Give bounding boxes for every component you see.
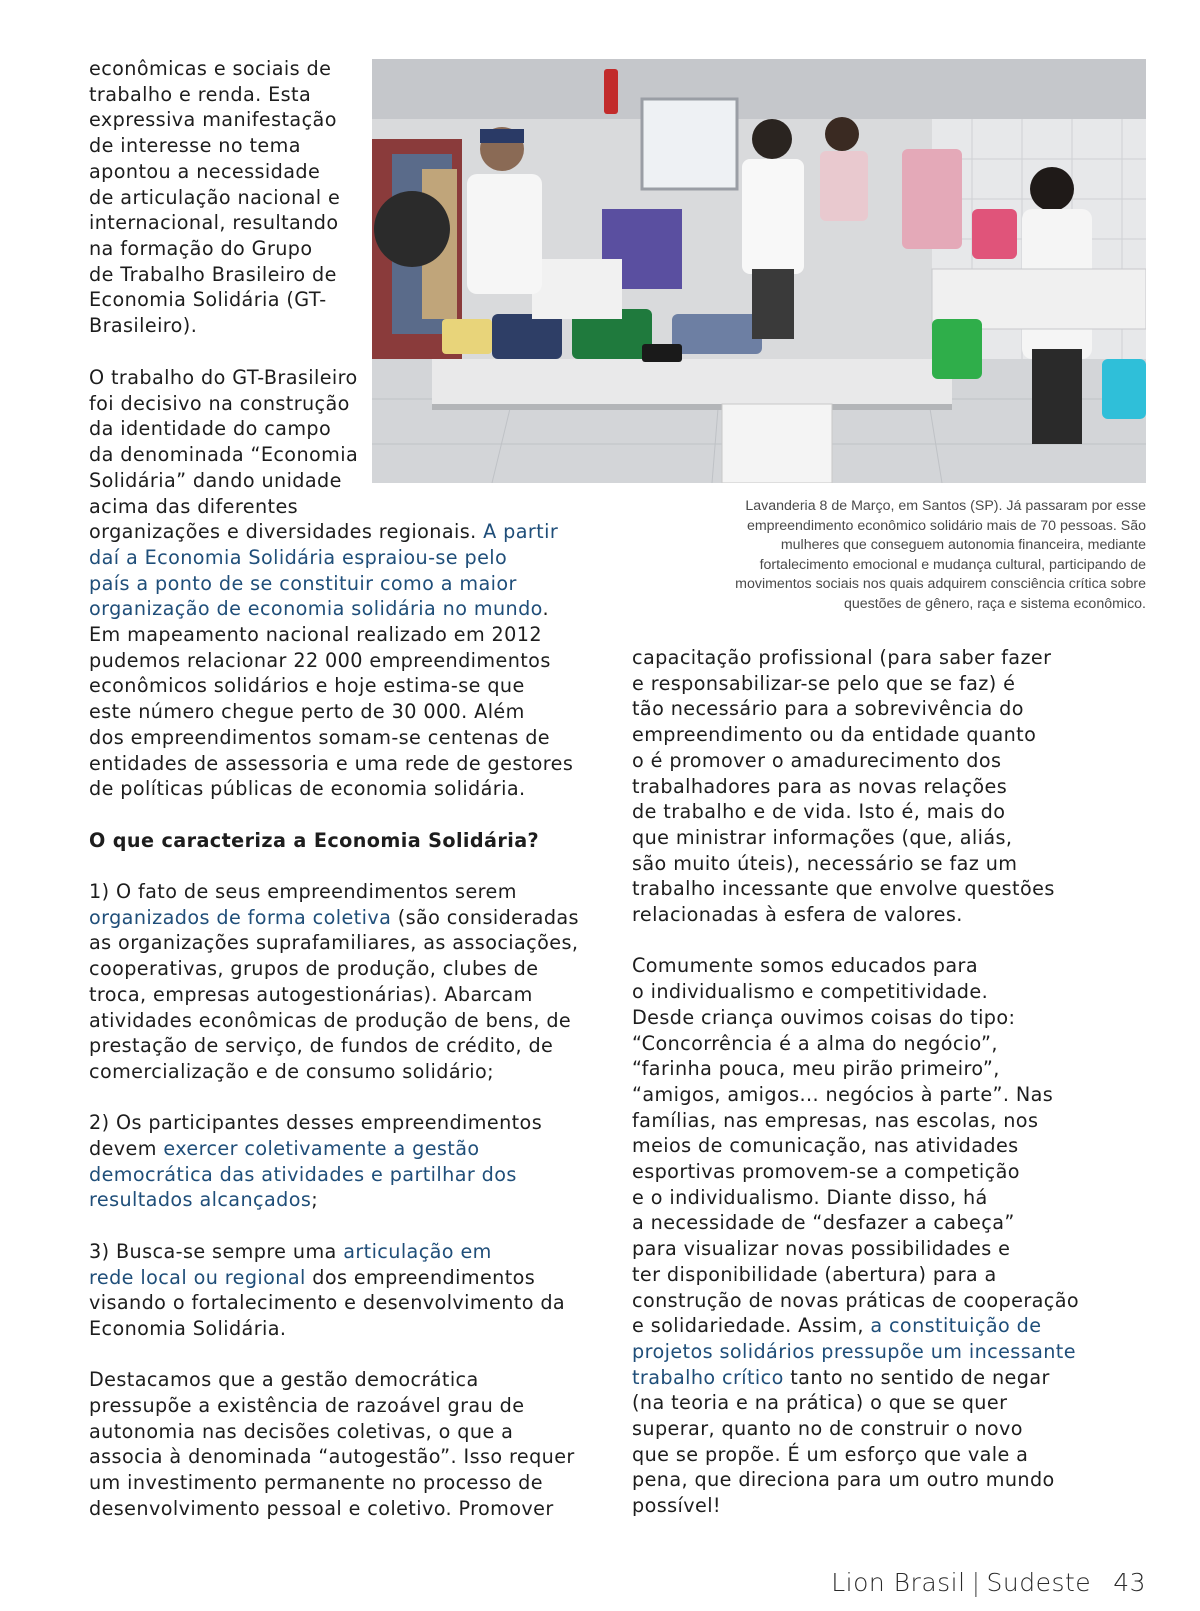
highlight-line: democrática das atividades e partilhar dos <box>89 1162 517 1186</box>
text-line: entidades de assessoria e uma rede de gestores <box>89 751 574 775</box>
highlight-text: a constituição de <box>870 1314 1042 1338</box>
text-line: internacional, resultando <box>89 211 339 235</box>
text-line: Economia Solidária. <box>89 1316 287 1340</box>
text-line: Solidária” dando unidade <box>89 468 342 492</box>
laundry-photo <box>372 59 1146 483</box>
section-name: Sudeste <box>986 1568 1092 1597</box>
text-line: 2) Os participantes desses empreendimentos <box>89 1111 543 1135</box>
text-line: desenvolvimento pessoal e coletivo. Promover <box>89 1496 554 1520</box>
photo-caption <box>640 497 1146 615</box>
caption-line: questões de gênero, raça e sistema econômico. <box>843 595 1146 612</box>
text-line: e solidariedade. Assim, a constituição de <box>632 1314 1042 1338</box>
text-line: “farinha pouca, meu pirão primeiro”, <box>632 1057 1000 1081</box>
footer-separator: | <box>971 1568 981 1597</box>
text-line: dos empreendimentos somam-se centenas de <box>89 725 550 749</box>
text-line: de interesse no tema <box>89 134 301 158</box>
text-line: acima das diferentes <box>89 494 299 518</box>
text-line: pressupõe a existência de razoável grau de <box>89 1394 525 1418</box>
text-line: associa à denominada “autogestão”. Isso requer <box>89 1445 575 1469</box>
text-line: foi decisivo na construção <box>89 391 350 415</box>
text-line: e o individualismo. Diante disso, há <box>632 1185 988 1209</box>
text-line: Desde criança ouvimos coisas do tipo: <box>632 1005 1016 1029</box>
caption-line: mulheres que conseguem autonomia financeira, mediante <box>780 537 1146 554</box>
caption-line: empreendimento econômico solidário mais de 70 pessoas. São <box>746 517 1146 534</box>
page-footer <box>831 1568 1146 1597</box>
text-line: empreendimento ou da entidade quanto <box>632 723 1037 747</box>
text-line: organizados de forma coletiva (são consideradas <box>89 905 579 929</box>
text-line: (na teoria e na prática) o que se quer <box>632 1391 1008 1415</box>
highlight-text: articulação em <box>343 1239 492 1263</box>
caption-line: Lavanderia 8 de Março, em Santos (SP). Já passaram por esse <box>745 498 1146 514</box>
text-line: possível! <box>632 1494 722 1518</box>
text-line: de trabalho e de vida. Isto é, mais do <box>632 800 1006 824</box>
text-line: prestação de serviço, de fundos de crédito, de <box>89 1034 554 1058</box>
text-line: atividades econômicas de produção de bens, de <box>89 1008 572 1032</box>
caption-line: fortalecimento emocional e mudança cultural, participando de <box>759 556 1146 573</box>
text-line: 3) Busca-se sempre uma articulação em <box>89 1239 492 1263</box>
laundry-scene-illustration <box>372 59 1146 483</box>
highlight-text: organização de economia solidária no mundo <box>89 597 543 621</box>
highlight-text: rede local ou regional <box>89 1265 306 1289</box>
text-line: de articulação nacional e <box>89 185 341 209</box>
text-line: famílias, nas empresas, nas escolas, nos <box>632 1108 1039 1132</box>
text-line: relacionadas à esfera de valores. <box>632 903 963 927</box>
text-line: Brasileiro). <box>89 314 198 338</box>
text-line: capacitação profissional (para saber fazer <box>632 646 1052 669</box>
text-line: apontou a necessidade <box>89 159 321 183</box>
text-line: Destacamos que a gestão democrática <box>89 1368 479 1392</box>
text-line: organizações e diversidades regionais. A partir <box>89 520 559 544</box>
paragraph-gt-brasileiro <box>89 365 609 1522</box>
text-line: a necessidade de “desfazer a cabeça” <box>632 1211 1015 1235</box>
text-line: econômicas e sociais de <box>89 57 332 80</box>
text-line: meios de comunicação, nas atividades <box>632 1134 1019 1158</box>
text-line: troca, empresas autogestionárias). Abarcam <box>89 982 533 1006</box>
text-line: um investimento permanente no processo de <box>89 1471 543 1495</box>
text-line: na formação do Grupo <box>89 236 313 260</box>
highlight-line: país a ponto de se constituir como a maior <box>89 571 517 595</box>
text-line: da identidade do campo <box>89 417 332 441</box>
highlight-text: organizados de forma coletiva <box>89 905 392 929</box>
text-line: que se propõe. É um esforço que vale a <box>632 1442 1029 1466</box>
text-line: organização de economia solidária no mundo. <box>89 597 549 621</box>
text-line: “Concorrência é a alma do negócio”, <box>632 1031 998 1055</box>
text-line: de políticas públicas de economia solidária. <box>89 777 526 801</box>
highlight-text: exercer coletivamente a gestão <box>163 1137 480 1161</box>
caption-line: movimentos sociais nos quais adquirem consciência crítica sobre <box>735 576 1146 593</box>
text-line: rede local ou regional dos empreendimentos <box>89 1265 536 1289</box>
highlight-text: resultados alcançados <box>89 1188 312 1212</box>
text-line: Economia Solidária (GT- <box>89 288 327 312</box>
text-line: ter disponibilidade (abertura) para a <box>632 1262 997 1286</box>
text-line: pena, que direciona para um outro mundo <box>632 1468 1055 1492</box>
text-line: o individualismo e competitividade. <box>632 980 989 1004</box>
text-line: esportivas promovem-se a competição <box>632 1160 1020 1184</box>
text-line: autonomia nas decisões coletivas, o que a <box>89 1419 514 1443</box>
text-line: econômicos solidários e hoje estima-se que <box>89 674 525 698</box>
text-line: devem exercer coletivamente a gestão <box>89 1137 480 1161</box>
text-line: trabalho incessante que envolve questões <box>632 877 1055 901</box>
text-line: expressiva manifestação <box>89 108 337 132</box>
highlight-line: projetos solidários pressupõe um incessante <box>632 1339 1076 1363</box>
text-line: construção de novas práticas de cooperação <box>632 1288 1080 1312</box>
text-line: visando o fortalecimento e desenvolvimento da <box>89 1291 566 1315</box>
text-line: e responsabilizar-se pelo que se faz) é <box>632 671 1016 695</box>
section-heading: O que caracteriza a Economia Solidária? <box>89 828 540 852</box>
text-line: 1) O fato de seus empreendimentos serem <box>89 880 517 904</box>
text-line: comercialização e de consumo solidário; <box>89 1059 495 1083</box>
text-line: que ministrar informações (que, aliás, <box>632 825 1013 849</box>
text-line: O trabalho do GT-Brasileiro <box>89 366 358 389</box>
page-number: 43 <box>1113 1568 1146 1597</box>
text-line: de Trabalho Brasileiro de <box>89 262 337 286</box>
text-line: resultados alcançados; <box>89 1188 319 1212</box>
highlight-line: daí a Economia Solidária espraiou-se pelo <box>89 545 508 569</box>
right-column-text <box>632 645 1152 1519</box>
text-line: este número chegue perto de 30 000. Além <box>89 700 525 724</box>
text-line: tão necessário para a sobrevivência do <box>632 697 1024 721</box>
paragraph-intro-continuation <box>89 56 369 339</box>
text-line: trabalho e renda. Esta <box>89 82 312 106</box>
text-line: cooperativas, grupos de produção, clubes de <box>89 957 539 981</box>
text-line: trabalho crítico tanto no sentido de negar <box>632 1365 1050 1389</box>
text-line: o é promover o amadurecimento dos <box>632 748 1002 772</box>
magazine-name: Lion Brasil <box>831 1568 966 1597</box>
text-line: da denominada “Economia <box>89 443 359 467</box>
text-line: Em mapeamento nacional realizado em 2012 <box>89 623 542 647</box>
text-line: para visualizar novas possibilidades e <box>632 1237 1011 1261</box>
text-line: trabalhadores para as novas relações <box>632 774 1008 798</box>
text-line: Comumente somos educados para <box>632 954 978 978</box>
text-line: “amigos, amigos... negócios à parte”. Nas <box>632 1082 1054 1106</box>
highlight-text: trabalho crítico <box>632 1365 784 1389</box>
text-line: superar, quanto no de construir o novo <box>632 1417 1023 1441</box>
highlight-text: A partir <box>483 520 559 544</box>
text-line: pudemos relacionar 22 000 empreendimentos <box>89 648 551 672</box>
text-line: as organizações suprafamiliares, as associações, <box>89 931 579 955</box>
text-line: são muito úteis), necessário se faz um <box>632 851 1018 875</box>
